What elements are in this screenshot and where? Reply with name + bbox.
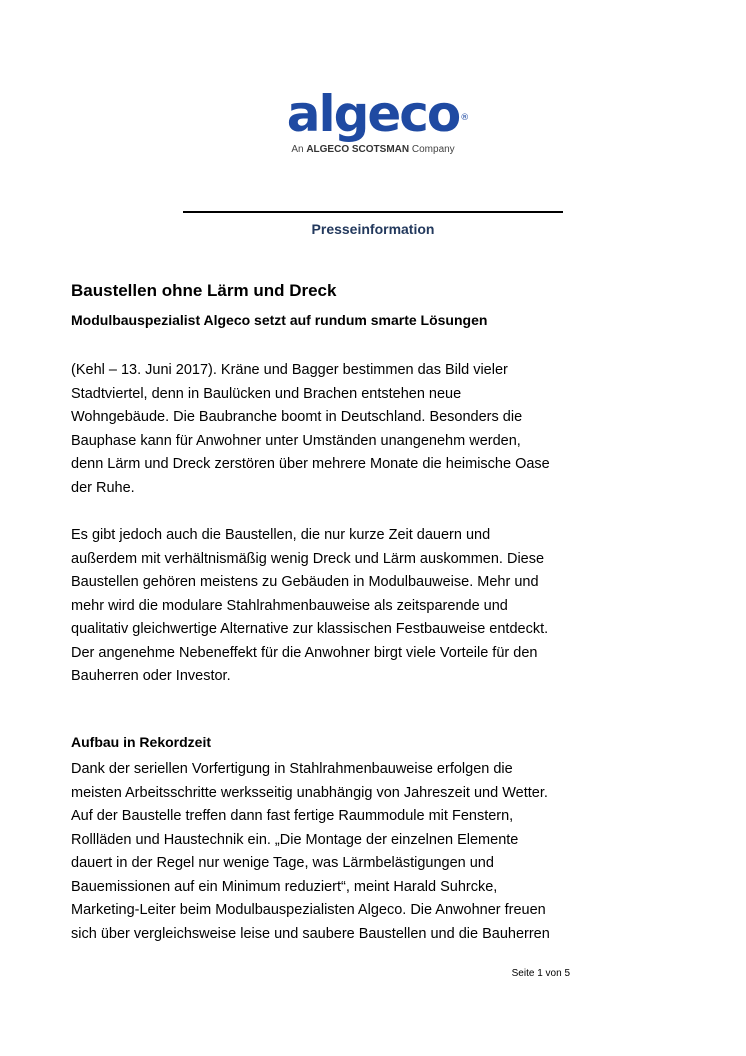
paragraph-3	[71, 758, 591, 946]
article-subtitle: Modulbauspezialist Algeco setzt auf rundum smarte Lösungen	[71, 312, 488, 328]
paragraph-line: dauert in der Regel nur wenige Tage, was Lärmbelästigungen und	[71, 855, 494, 871]
paragraph-line: Baustellen gehören meistens zu Gebäuden in Modulbauweise. Mehr und	[71, 574, 539, 590]
paragraph-line: Rollläden und Haustechnik ein. „Die Montage der einzelnen Elemente	[71, 831, 519, 848]
paragraph-line: Auf der Baustelle treffen dann fast fertige Raummodule mit Fenstern,	[71, 808, 514, 824]
header-divider	[183, 211, 563, 213]
paragraph-line: Bauphase kann für Anwohner unter Umständen unangenehm werden,	[71, 432, 521, 449]
press-label: Presseinformation	[311, 221, 435, 237]
article-title: Baustellen ohne Lärm und Dreck	[71, 281, 337, 300]
paragraph-line: Der angenehme Nebeneffekt für die Anwohner birgt viele Vorteile für den	[71, 644, 538, 661]
paragraph-line: mehr wird die modulare Stahlrahmenbauweise als zeitsparende und	[71, 597, 508, 614]
paragraph-line: Bauherren oder Investor.	[71, 668, 231, 684]
registered-mark: ®	[460, 113, 470, 123]
paragraph-line: Dank der seriellen Vorfertigung in Stahlrahmenbauweise erfolgen die	[71, 761, 513, 777]
paragraph-1	[71, 359, 591, 500]
paragraph-line: meisten Arbeitsschritte werksseitig unabhängig von Jahreszeit und Wetter.	[71, 784, 548, 801]
paragraph-line: Wohngebäude. Die Baubranche boomt in Deutschland. Besonders die	[71, 409, 523, 425]
logo-tagline-pre: An	[291, 144, 307, 155]
paragraph-2	[71, 524, 591, 689]
paragraph-line: außerdem mit verhältnismäßig wenig Dreck und Lärm auskommen. Diese	[71, 550, 545, 567]
paragraph-line: der Ruhe.	[71, 479, 135, 496]
logo-tagline	[0, 144, 746, 155]
section-heading: Aufbau in Rekordzeit	[71, 734, 212, 750]
paragraph-line: Es gibt jedoch auch die Baustellen, die nur kurze Zeit dauern und	[71, 527, 491, 543]
logo-wordmark	[286, 85, 470, 143]
logo-brand: algeco	[286, 85, 460, 143]
page-number: Seite 1 von 5	[511, 968, 570, 979]
logo-tagline-post: Company	[409, 144, 455, 155]
company-logo	[0, 85, 746, 155]
paragraph-line: Marketing-Leiter beim Modulbauspezialisten Algeco. Die Anwohner freuen	[71, 902, 546, 918]
paragraph-line: sich über vergleichsweise leise und saubere Baustellen und die Bauherren	[71, 925, 550, 942]
paragraph-line: (Kehl – 13. Juni 2017). Kräne und Bagger bestimmen das Bild vieler	[71, 362, 508, 378]
logo-tagline-bold: ALGECO SCOTSMAN	[306, 144, 410, 155]
paragraph-line: Bauemissionen auf ein Minimum reduziert“, meint Harald Suhrcke,	[71, 878, 498, 895]
paragraph-line: Stadtviertel, denn in Baulücken und Brachen entstehen neue	[71, 385, 462, 402]
paragraph-line: denn Lärm und Dreck zerstören über mehrere Monate die heimische Oase	[71, 456, 550, 472]
paragraph-line: qualitativ gleichwertige Alternative zur klassischen Festbauweise entdeckt.	[71, 621, 549, 637]
